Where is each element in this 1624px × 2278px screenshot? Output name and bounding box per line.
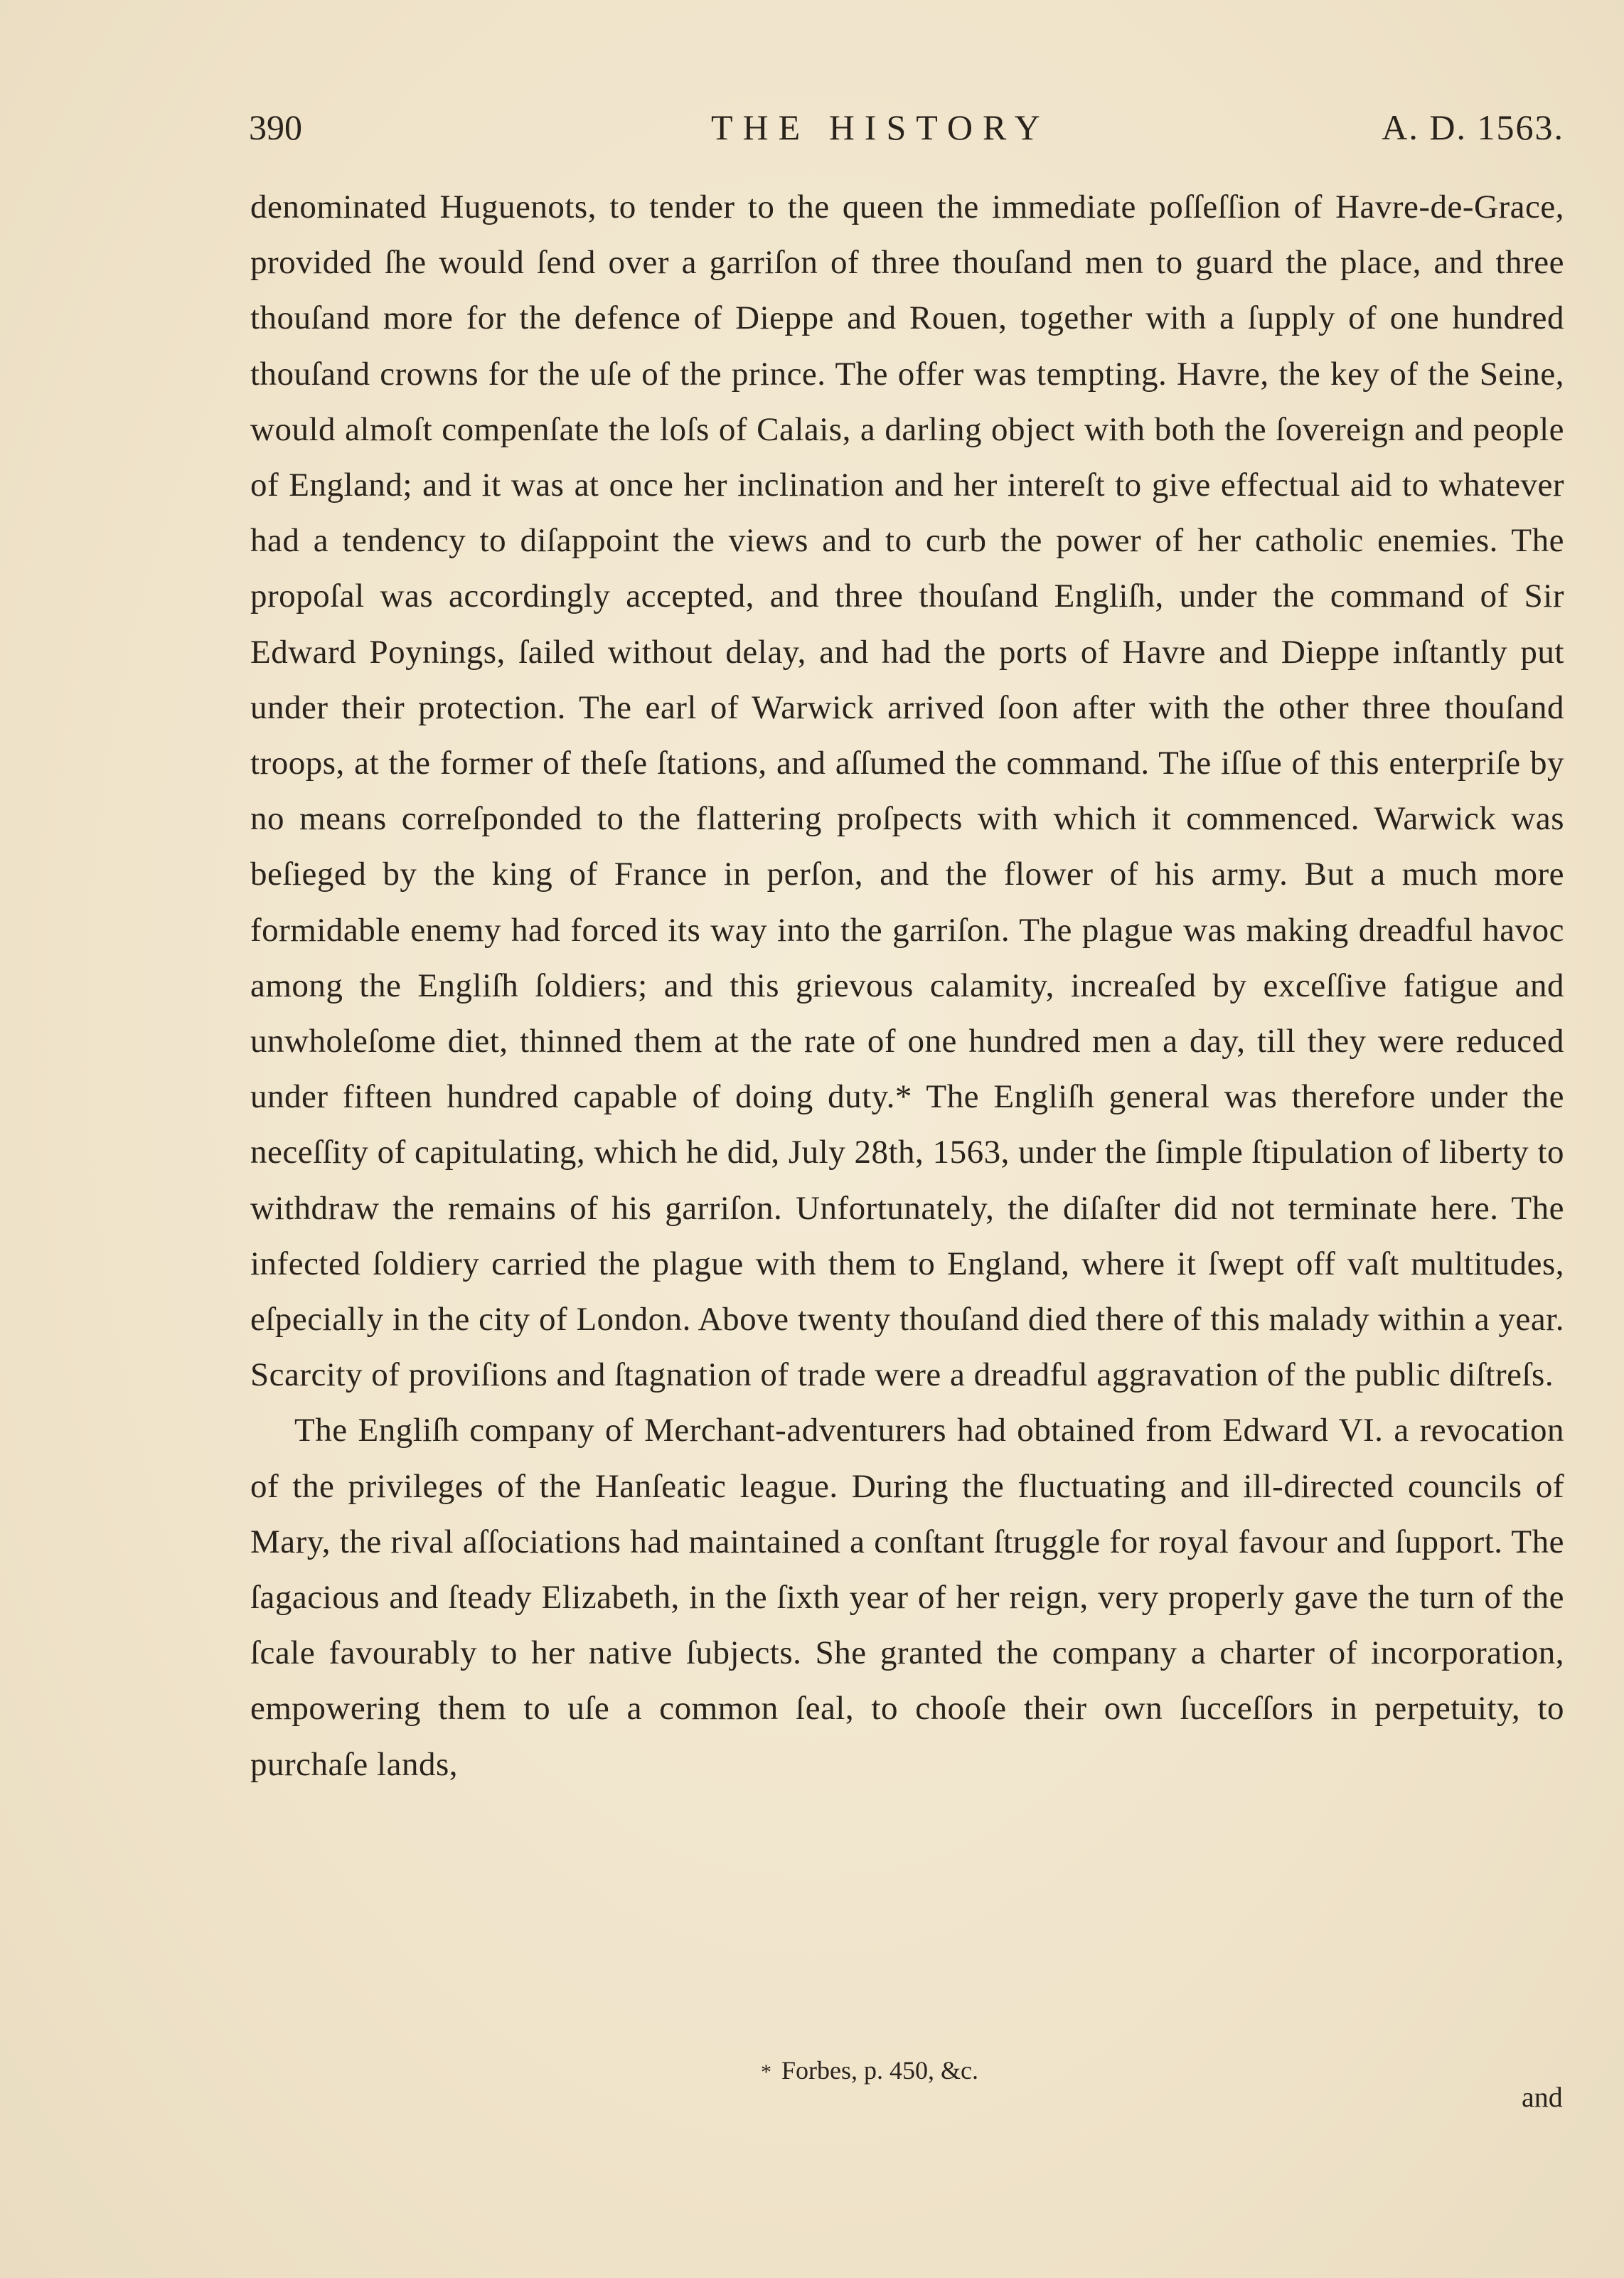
paragraph-continued: denominated Huguenots, to tender to the queen the immediate poſſeſſion of Havre-de-Grace, provided ſhe would ſend over a garriſon of three thouſand men to guard the place, and three thouſand more for the defence of Dieppe and Rouen, together with a ſupply of one hundred thouſand crowns for the uſe of the prince. The offer was tempting. Havre, the key of the Seine, would almoſt compenſate the loſs of Calais, a darling object with both the ſovereign and people of England; and it was at once her inclination and her intereſt to give effectual aid to whatever had a tendency to diſappoint the views and to curb the power of her catholic enemies. The propoſal was accordingly accepted, and three thouſand Engliſh, under the command of Sir Edward Poynings, ſailed without delay, and had the ports of Havre and Dieppe inſtantly put under their protection. The earl of Warwick arrived ſoon after with the other three thouſand troops, at the former of theſe ſtations, and aſſumed the command. The iſſue of this enterpriſe by no means correſponded to the flattering proſpects with which it commenced. Warwick was beſieged by the king of France in perſon, and the flower of his army. But a much more formidable enemy had forced its way into the garriſon. The plague was making dreadful havoc among the Engliſh ſoldiers; and this grievous calamity, increaſed by exceſſive fatigue and unwholeſome diet, thinned them at the rate of one hundred men a day, till they were reduced under fifteen hundred capable of doing duty.* The Engliſh general was therefore under the neceſſity of capitulating, which he did, July 28th, 1563, under the ſimple ſtipulation of liberty to withdraw the remains of his garriſon. Unfortunately, the diſaſter did not terminate here. The infected ſoldiery carried the plague with them to England, where it ſwept off vaſt multitudes, eſpecially in the city of London. Above twenty thouſand died there of this malady within a year. Scarcity of proviſions and ſtagnation of trade were a dreadful aggravation of the public diſtreſs.	[250, 188, 1564, 1394]
footnote-text: Forbes, p. 450, &c.	[781, 2056, 978, 2085]
footnote-mark: *	[761, 2060, 771, 2084]
page-header	[249, 107, 1564, 156]
running-title: THE HISTORY	[711, 107, 1050, 147]
page-number: 390	[249, 107, 302, 147]
body-text	[250, 179, 1564, 1792]
catchword: and	[1522, 2081, 1563, 2113]
paragraph-merchant-adventurers: The Engliſh company of Merchant-adventurers had obtained from Edward VI. a revocation of the privileges of the Hanſeatic league. During the fluctuating and ill-directed councils of Mary, the rival aſſociations had maintained a conſtant ſtruggle for royal favour and ſupport. The ſagacious and ſteady Elizabeth, in the ſixth year of her reign, very properly gave the turn of the ſcale favourably to her native ſubjects. She granted the company a charter of incorporation, empowering them to uſe a common ſeal, to chooſe their own ſucceſſors in perpetuity, to purchaſe lands,	[250, 1412, 1564, 1783]
footnote	[761, 2055, 978, 2085]
year-marker: A. D. 1563.	[1382, 107, 1564, 147]
